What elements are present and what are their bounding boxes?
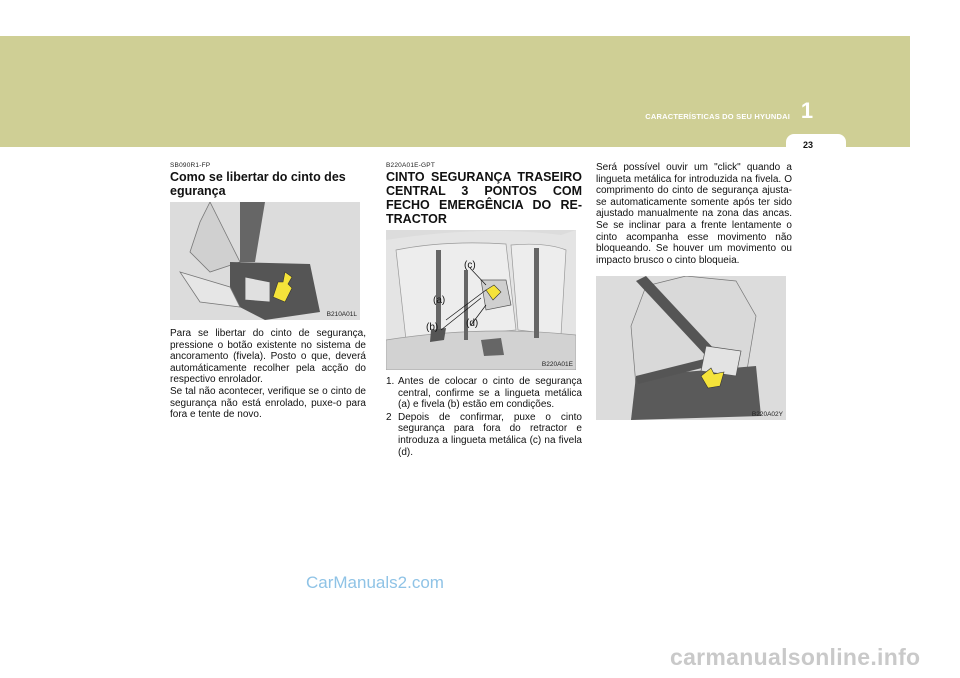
rear-seat-figure [386,230,576,370]
label-d: (d) [466,318,479,329]
step-number: 2 [386,411,392,423]
fasten-belt-illustration [596,276,786,420]
paragraph: Para se libertar do cinto de segurança, pressione o botão existente no sistema de ancoramento (fivela). Posto o que, deverá automáticamente recolher pela acção do respectivo enrolador. [170,328,366,386]
step-text: Depois de confirmar, puxe o cinto segurança para fora do retractor e introduza a lingueta metálica (c) na fivela (d). [398,411,582,458]
watermark-text: carmanualsonline.info [670,644,921,670]
steps-list [386,376,582,458]
section-code: SB090R1-FP [170,162,211,169]
chapter-title: CARACTERÍSTICAS DO SEU HYUNDAI [645,112,790,121]
watermark-link[interactable]: CarManuals2.com [306,573,444,592]
label-c: (c) [464,260,476,271]
section-title: Como se libertar do cinto des egurança [170,170,346,198]
list-item [386,376,582,411]
figure-code: B220A01E [541,361,573,368]
figure-code: B210A01L [326,311,357,318]
figure-code: B220A02Y [751,411,783,419]
rear-seat-illustration [386,230,576,370]
left-column [170,162,366,421]
list-item [386,412,582,458]
right-column [596,162,792,420]
page-number: 23 [802,140,813,150]
release-belt-illustration [170,202,360,320]
label-b: (b) [426,322,439,333]
step-text: Antes de colocar o cinto de segurança central, confirme se a lingueta metálica (a) e fivela (b) estão em condições. [398,376,582,411]
paragraph: Será possível ouvir um "click" quando a lingueta metálica for introduzida na fivela. O comprimento do cinto de segurança ajusta-se automaticamente somente após ter sido ajustado manualmente na zona das ancas. Se se inclinar para a frente lentamente o cinto acompanha esse movimento não bloqueando. Se houver um movimento ou impacto brusco o cinto bloqueia. [596,162,792,266]
middle-column [386,162,582,459]
chapter-number: 1 [800,98,814,123]
header-band [0,36,910,147]
paragraph: Se tal não acontecer, verifique se o cinto de segurança não está enrolado, puxe-o para fora e tente de novo. [170,385,366,421]
step-number: 1. [386,376,395,387]
release-belt-figure [170,202,360,320]
fasten-belt-figure [596,276,786,420]
label-a: (a) [433,295,446,306]
section-code: B220A01E-GPT [386,162,436,169]
section-title: CINTO SEGURANÇA TRASEIRO CENTRAL 3 PONTOS COM FECHO EMERGÊNCIA DO RE-TRACTOR [386,170,582,226]
